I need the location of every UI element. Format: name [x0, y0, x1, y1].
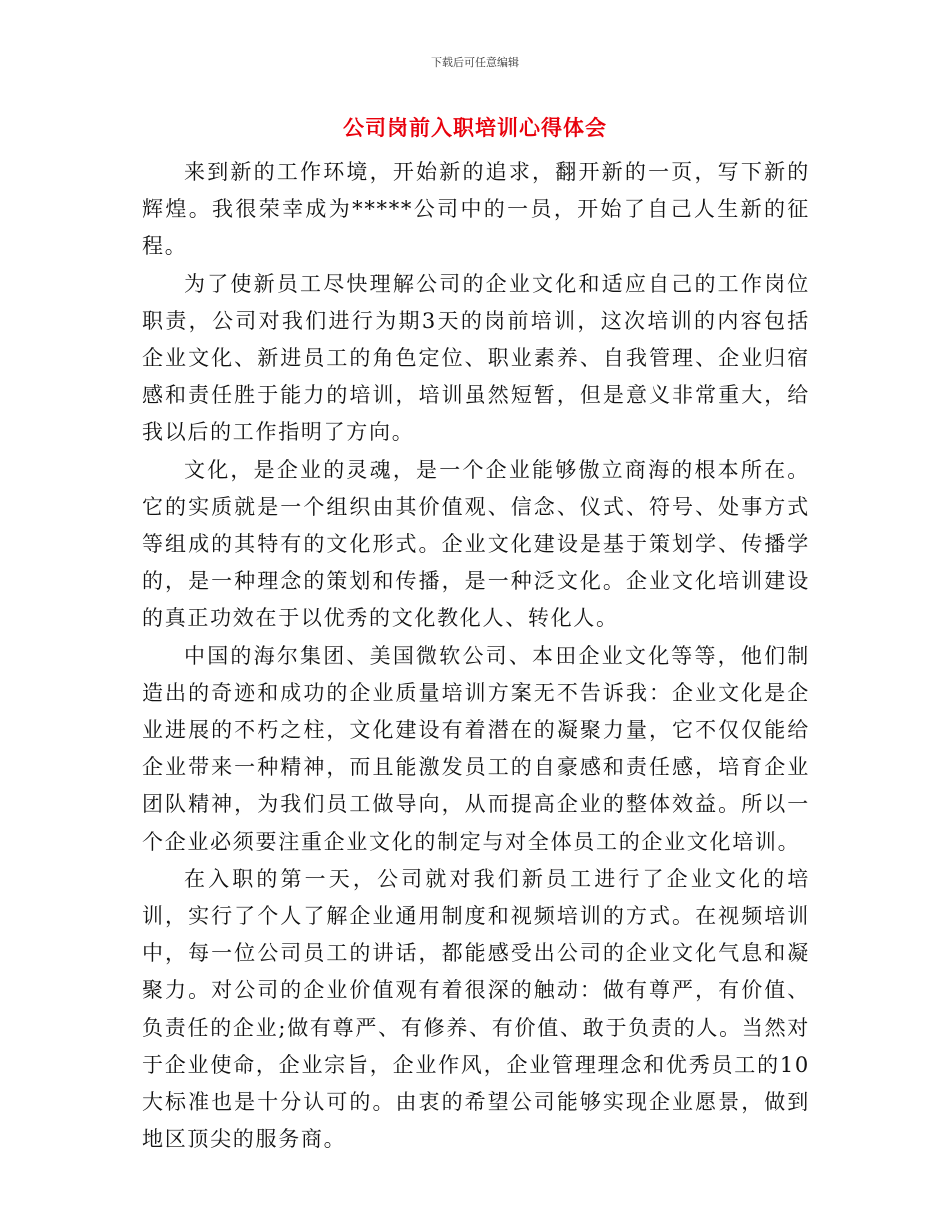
paragraph: 为了使新员工尽快理解公司的企业文化和适应自己的工作岗位职责，公司对我们进行为期3天的岗前培训，这次培训的内容包括企业文化、新进员工的角色定位、职业素养、自我管理、企业归宿感和责任胜于能力的培训，培训虽然短暂，但是意义非常重大，给我以后的工作指明了方向。 — [142, 271, 810, 445]
document-title: 公司岗前入职培训心得体会 — [343, 116, 607, 140]
page-header-note: 下载后可任意编辑 — [431, 56, 519, 69]
paragraph: 在入职的第一天，公司就对我们新员工进行了企业文化的培训，实行了个人了解企业通用制度和视频培训的方式。在视频培训中，每一位公司员工的讲话，都能感受出公司的企业文化气息和凝聚力。对公司的企业价值观有着很深的触动：做有尊严，有价值、负责任的企业;做有尊严、有修养、有价值、敢于负责的人。当然对于企业使命，企业宗旨，企业作风，企业管理理念和优秀员工的10大标准也是十分认可的。由衷的希望公司能够实现企业愿景，做到地区顶尖的服务商。 — [142, 866, 810, 1152]
paragraph: 中国的海尔集团、美国微软公司、本田企业文化等等，他们制造出的奇迹和成功的企业质量培训方案无不告诉我：企业文化是企业进展的不朽之柱，文化建设有着潜在的凝聚力量，它不仅仅能给企业带来一种精神，而且能激发员工的自豪感和责任感，培育企业团队精神，为我们员工做导向，从而提高企业的整体效益。所以一个企业必须要注重企业文化的制定与对全体员工的企业文化培训。 — [142, 643, 810, 854]
document-body — [142, 154, 810, 1158]
paragraph: 来到新的工作环境，开始新的追求，翻开新的一页，写下新的辉煌。我很荣幸成为*****公司中的一员，开始了自己人生新的征程。 — [142, 160, 810, 259]
paragraph: 文化，是企业的灵魂，是一个企业能够傲立商海的根本所在。它的实质就是一个组织由其价值观、信念、仪式、符号、处事方式等组成的其特有的文化形式。企业文化建设是基于策划学、传播学的，是一种理念的策划和传播，是一种泛文化。企业文化培训建设的真正功效在于以优秀的文化教化人、转化人。 — [142, 457, 810, 631]
